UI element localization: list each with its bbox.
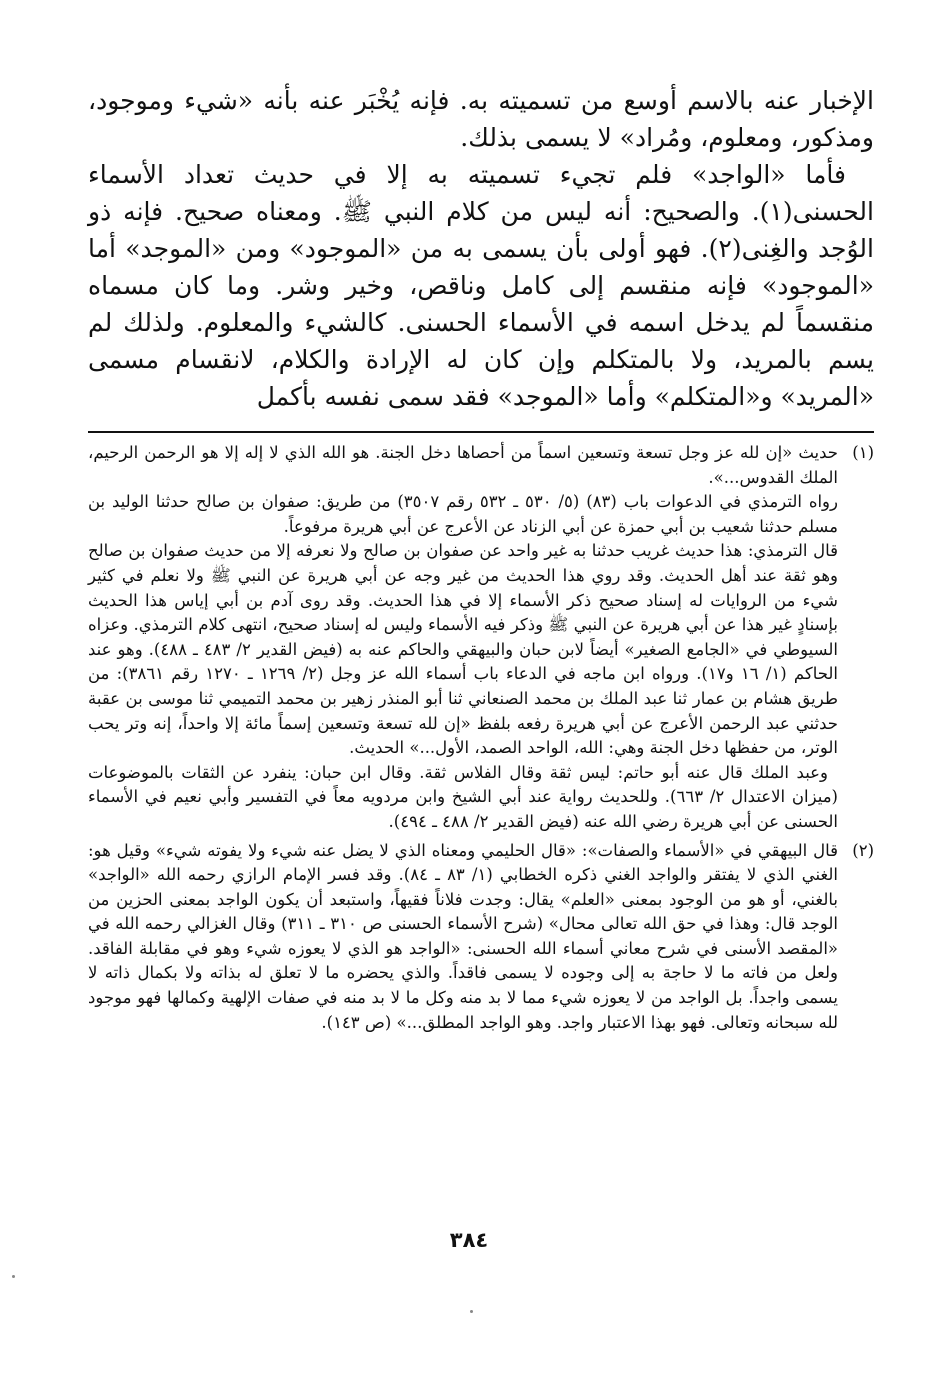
footnote-separator bbox=[88, 431, 874, 433]
footnote-paragraph: حديث «إن لله عز وجل تسعة وتسعين اسماً من أحصاها دخل الجنة. هو الله الذي لا إله إلا هو الرحمن الرحيم، الملك القدوس...». bbox=[88, 443, 838, 487]
footnote-1 bbox=[88, 441, 874, 835]
footnote-2 bbox=[88, 839, 874, 1036]
footnote-number: (٢) bbox=[852, 840, 874, 860]
footnote-paragraph: قال البيهقي في «الأسماء والصفات»: «قال الحليمي ومعناه الذي لا يضل عنه شيء ولا يفوته شيء» وقيل هو: الغني الذي لا يفتقر والواجد الغني ذكره الخطابي (١/ ٨٣ ـ ٨٤). وقد فسر الإمام الرازي رحمه الله «الواجد» بالغني، أو هو من الوجود بمعنى «العلم» يقال: وجدت فلاناً فقيهاً، واستبعد أن يكون الواجد بمعنى الحزين من الوجد قال: وهذا في حق الله تعالى محال» (شرح الأسماء الحسنى ص ٣١٠ ـ ٣١١) وقال الغزالي رحمه الله في «المقصد الأسنى في شرح معاني أسماء الله الحسنى: «الواجد هو الذي لا يعوزه شيء وهو في مقابلة الفاقد. ولعل من فاته ما لا حاجة به إلى وجوده لا يسمى فاقداً. والذي يحضره ما لا تعلق له بذاته ولا بكمال ذاته لا يسمى واجداً. بل الواجد من لا يعوزه شيء مما لا بد منه وكل ما لا بد منه في صفات الإلهية وكمالها فهو موجود لله سبحانه وتعالى. فهو بهذا الاعتبار واجد. وهو الواجد المطلق...» (ص ١٤٣). bbox=[88, 840, 839, 1032]
main-paragraph: الإخبار عنه بالاسم أوسع من تسميته به. فإنه يُخْبَر عنه بأنه «شيء وموجود، ومذكور، ومعلوم، ومُراد» لا يسمى بذلك. bbox=[88, 86, 874, 152]
main-paragraph: فأما «الواجد» فلم تجيء تسميته به إلا في حديث تعداد الأسماء الحسنى(١). والصحيح: أنه ليس من كلام النبي ﷺ. ومعناه صحيح. فإنه ذو الوُجد والغِنى(٢). فهو أولى بأن يسمى به من «الموجود» ومن «الموجد» أما «الموجود» فإنه منقسم إلى كامل وناقص، وخير وشر. وما كان مسماه منقسماً لم يدخل اسمه في الأسماء الحسنى. كالشيء والمعلوم. ولذلك لم يسم بالمريد، ولا بالمتكلم وإن كان له الإرادة والكلام، لانقسام مسمى «المريد» و«المتكلم» وأما «الموجد» فقد سمى نفسه بأكمل bbox=[88, 160, 874, 411]
page-body bbox=[88, 82, 874, 1039]
footnote-paragraph: رواه الترمذي في الدعوات باب (٨٣) (٥/ ٥٣٠ ـ ٥٣٢ رقم ٣٥٠٧) من طريق: صفوان بن صالح حدثنا الوليد بن مسلم حدثنا شعيب بن أبي حمزة عن أبي الزناد عن الأعرج عن أبي هريرة مرفوعاً. bbox=[88, 492, 838, 536]
scan-speck bbox=[470, 1310, 473, 1313]
scan-speck bbox=[12, 1275, 15, 1278]
footnote-paragraph: قال الترمذي: هذا حديث غريب حدثنا به غير واحد عن صفوان بن صالح ولا نعرفه إلا من حديث صفوان بن صالح وهو ثقة عند أهل الحديث. وقد روي هذا الحديث من غير وجه عن أبي هريرة عن النبي ﷺ ولا نعلم في كثير شيء من الروايات له إسناد صحيح ذكر الأسماء إلا في هذا الحديث. وقد روى آدم بن أبي إياس هذا الحديث بإسنادٍ غير هذا عن أبي هريرة عن النبي ﷺ وذكر فيه الأسماء وليس له إسناد صحيح، انتهى كلام الترمذي. وعزاه السيوطي في «الجامع الصغير» أيضاً لابن حبان والبيهقي والحاكم عنه به (فيض القدير ٢/ ٤٨٣ ـ ٤٨٨). وهو عند الحاكم (١/ ١٦ و١٧). ورواه ابن ماجه في الدعاء باب أسماء الله عز وجل (٢/ ١٢٦٩ ـ ١٢٧٠ رقم ٣٨٦١): من طريق هشام بن عمار ثنا عبد الملك بن محمد الصنعاني ثنا أبو المنذر زهير بن محمد التميمي ثنا موسى بن عقبة حدثني عبد الرحمن الأعرج عن أبي هريرة رفعه بلفظ «إن لله تسعة وتسعين إسماً مائة إلا واحداً، إنه وتر يحب الوتر، من حفظها دخل الجنة وهي: الله، الواحد الصمد، الأول...» الحديث. bbox=[88, 541, 839, 758]
main-text bbox=[88, 82, 874, 415]
footnotes bbox=[88, 441, 874, 1035]
footnote-number: (١) bbox=[852, 443, 874, 462]
page-number: ٣٨٤ bbox=[449, 1228, 489, 1252]
footnote-paragraph: وعبد الملك قال عنه أبو حاتم: ليس ثقة وقال الفلاس ثقة. وقال ابن حبان: ينفرد عن الثقات بالموضوعات (ميزان الاعتدال ٢/ ٦٦٣). وللحديث رواية عند أبي الشيخ وابن مردويه معاً في التفسير وأبي نعيم في الأسماء الحسنى عن أبي هريرة رضي الله عنه (فيض القدير ٢/ ٤٨٨ ـ ٤٩٤). bbox=[88, 762, 838, 831]
